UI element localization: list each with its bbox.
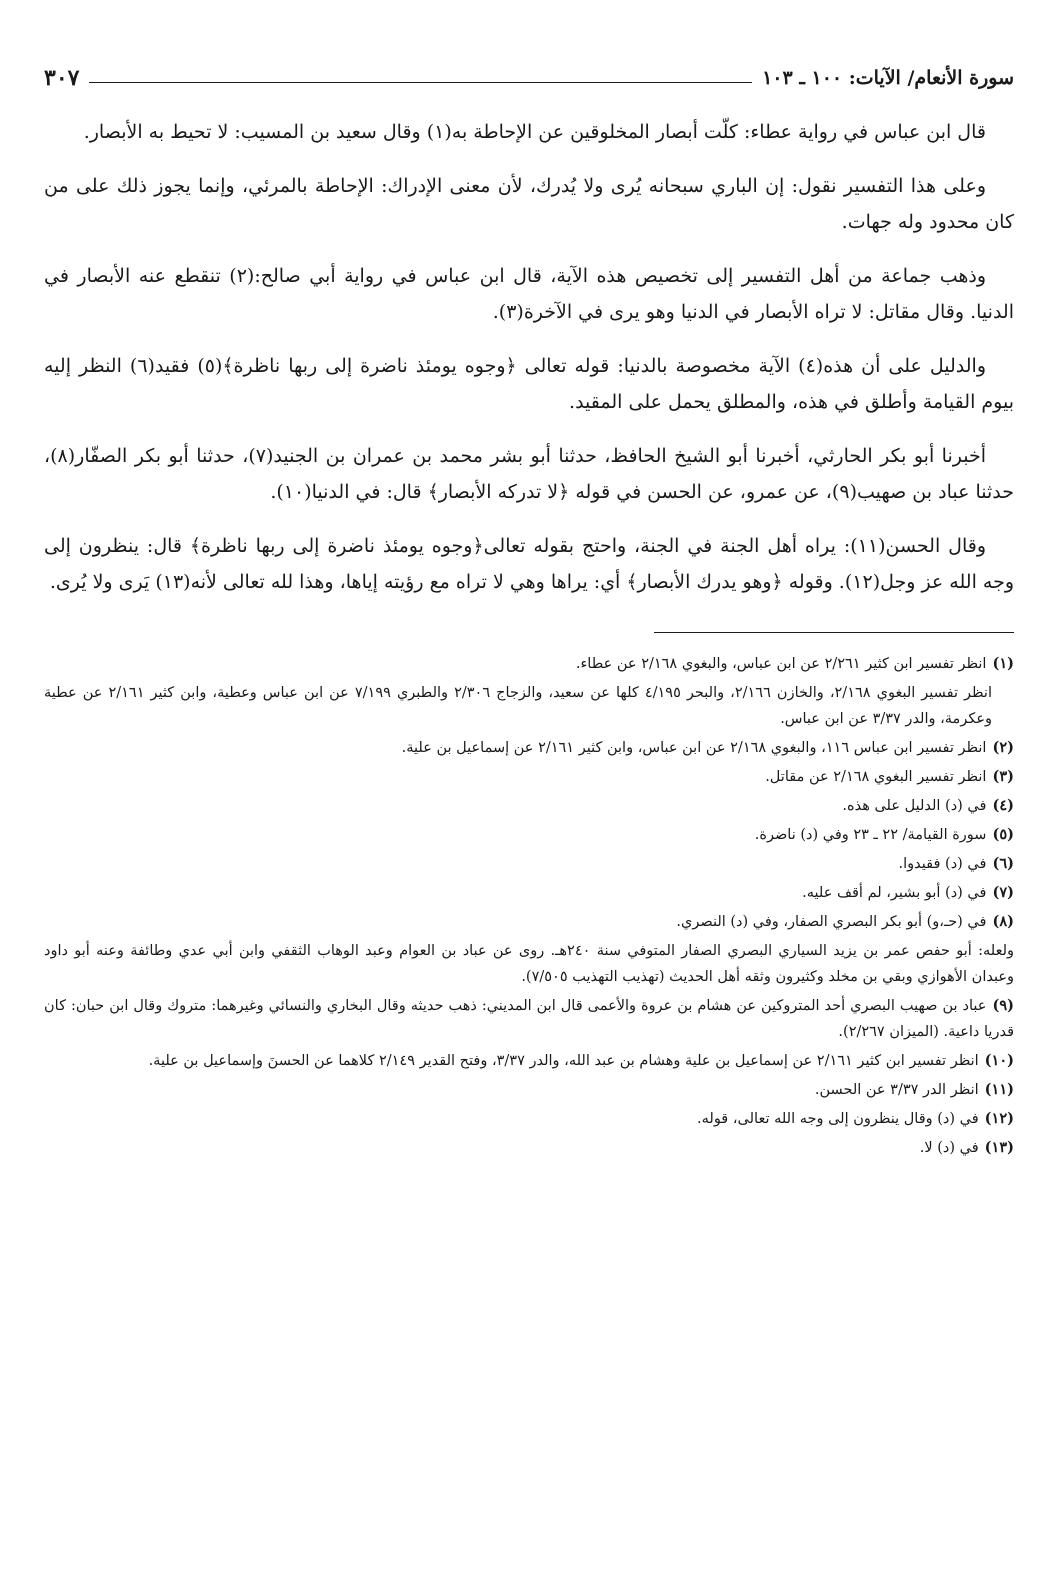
footnote-text: انظر تفسير ابن عباس ١١٦، والبغوي ٢/١٦٨ عن ابن عباس، وابن كثير ٢/١٦١ عن إسماعيل بن علية. (401, 740, 987, 756)
paragraph: أخبرنا أبو بكر الحارثي، أخبرنا أبو الشيخ الحافظ، حدثنا أبو بشر محمد بن عمران بن الجنيد(٧)، حدثنا أبو بكر الصفّار(٨)، حدثنا عباد بن صهيب(٩)، عن عمرو، عن الحسن في قوله ﴿لا تدركه الأبصار﴾ قال: في الدنيا(١٠). (44, 445, 1014, 503)
footnote (44, 1048, 1014, 1074)
footnote (44, 880, 1014, 906)
footnote-text: في (د) لا. (919, 1140, 979, 1156)
footnote-text: ولعله: أبو حفص عمر بن يزيد السياري البصري الصفار المتوفي سنة ٢٤٠هـ. روى عن عباد بن العوام وعبد الوهاب الثقفي وابن أبي عدي وطائفة وعنه أبو داود وعبدان الأهوازي وبقي بن مخلد وكثيرون وثقه أهل الحديث (تهذيب التهذيب ٧/٥٠٥). (44, 943, 1014, 985)
footnote (44, 764, 1014, 790)
footnote-number: (٦) (992, 855, 1014, 872)
footnote-text: انظر تفسير ابن كثير ٢/٢٦١ عن ابن عباس، والبغوي ٢/١٦٨ عن عطاء. (575, 656, 987, 672)
footnote-number: (٧) (992, 884, 1014, 901)
running-header (44, 58, 1014, 98)
footnote (44, 909, 1014, 935)
footnote-number: (١) (992, 655, 1014, 672)
running-header-title: سورة الأنعام/ الآيات: ١٠٠ ـ ١٠٣ (762, 67, 1014, 89)
footnote-number: (١٢) (984, 1110, 1014, 1127)
paragraph: قال ابن عباس في رواية عطاء: كلّت أبصار المخلوقين عن الإحاطة به(١) وقال سعيد بن المسيب: لا تحيط به الأبصار. (83, 121, 986, 143)
page (44, 58, 1014, 1164)
footnote-text: في (د) فقيدوا. (898, 856, 987, 872)
footnote-number: (١٠) (984, 1052, 1014, 1069)
footnote-text: في (حـ،و) أبو بكر البصري الصفار، وفي (د) النصري. (676, 914, 987, 930)
main-text (44, 114, 1014, 600)
footnote (44, 851, 1014, 877)
footnote-text: انظر تفسير البغوي ٢/١٦٨ عن مقاتل. (765, 769, 987, 785)
page-number: ٣٠٧ (44, 65, 80, 91)
footnote (44, 793, 1014, 819)
footnote (44, 651, 1014, 677)
footnote-number: (٨) (992, 913, 1014, 930)
paragraph: وذهب جماعة من أهل التفسير إلى تخصيص هذه الآية، قال ابن عباس في رواية أبي صالح:(٢) تنقطع عنه الأبصار في الدنيا. وقال مقاتل: لا تراه الأبصار في الدنيا وهو يرى في الآخرة(٣). (44, 265, 1014, 323)
header-rule (89, 82, 752, 83)
footnote-text: انظر الدر ٣/٣٧ عن الحسن. (814, 1082, 979, 1098)
footnote-text: في (د) وقال ينظرون إلى وجه الله تعالى، قوله. (697, 1111, 979, 1127)
footnote-number: (٤) (992, 797, 1014, 814)
footnote-text: سورة القيامة/ ٢٢ ـ ٢٣ وفي (د) ناضرة. (754, 827, 987, 843)
footnote-text: انظر تفسير البغوي ٢/١٦٨، والخازن ٢/١٦٦، والبحر ٤/١٩٥ كلها عن سعيد، والزجاج ٢/٣٠٦ والطبري ٧/١٩٩ عن ابن عباس وعطية، وابن كثير ٢/١٦١ عن عطية وعكرمة، والدر ٣/٣٧ عن ابن عباس. (44, 685, 992, 727)
footnote-number: (٩) (992, 997, 1014, 1014)
footnote-text: في (د) الدليل على هذه. (842, 798, 987, 814)
paragraph: وعلى هذا التفسير نقول: إن الباري سبحانه يُرى ولا يُدرك، لأن معنى الإدراك: الإحاطة بالمرئي، وإنما يجوز ذلك على من كان محدود وله جهات. (44, 175, 1014, 233)
footnote-text: انظر تفسير ابن كثير ٢/١٦١ عن إسماعيل بن علية وهشام بن عبد الله، والدر ٣/٣٧، وفتح القدير ٢/١٤٩ كلاهما عن الحسنَ وإسماعيل بن علية. (148, 1053, 979, 1069)
footnote-text: في (د) أبو بشير، لم أقف عليه. (802, 885, 987, 901)
footnote (44, 1135, 1014, 1161)
footnote-number: (٥) (992, 826, 1014, 843)
footnote-text: عباد بن صهيب البصري أحد المتروكين عن هشام بن عروة والأعمى قال ابن المديني: ذهب حديثه وقال البخاري والنسائي وغيرهما: متروك وقال ابن حبان: كان قدريا داعية. (الميزان ٢/٢٦٧). (44, 998, 1014, 1040)
paragraph: والدليل على أن هذه(٤) الآية مخصوصة بالدنيا: قوله تعالى ﴿وجوه يومئذ ناضرة إلى ربها ناظرة﴾(٥) فقيد(٦) النظر إليه بيوم القيامة وأطلق في هذه، والمطلق يحمل على المقيد. (44, 355, 1014, 413)
footnote (44, 735, 1014, 761)
footnote-separator-wrap (44, 618, 1014, 651)
paragraph: وقال الحسن(١١): يراه أهل الجنة في الجنة، واحتج بقوله تعالى﴿وجوه يومئذ ناضرة إلى ربها ناظرة﴾ قال: ينظرون إلى وجه الله عز وجل(١٢). وقوله ﴿وهو يدرك الأبصار﴾ أي: يراها وهي لا تراه مع رؤيته إياها، وهذا لله تعالى لأنه(١٣) يَرى ولا يُرى. (44, 535, 1014, 593)
footnote (44, 822, 1014, 848)
footnote-number: (٣) (992, 768, 1014, 785)
footnote-number: (١١) (984, 1081, 1014, 1098)
footnote (44, 993, 1014, 1045)
footnotes (44, 651, 1014, 1161)
footnote (44, 1077, 1014, 1103)
footnote (44, 938, 1014, 990)
footnote (44, 680, 1014, 732)
footnote-number: (١٣) (984, 1139, 1014, 1156)
footnote-separator (654, 632, 1014, 633)
footnote (44, 1106, 1014, 1132)
footnote-number: (٢) (992, 739, 1014, 756)
